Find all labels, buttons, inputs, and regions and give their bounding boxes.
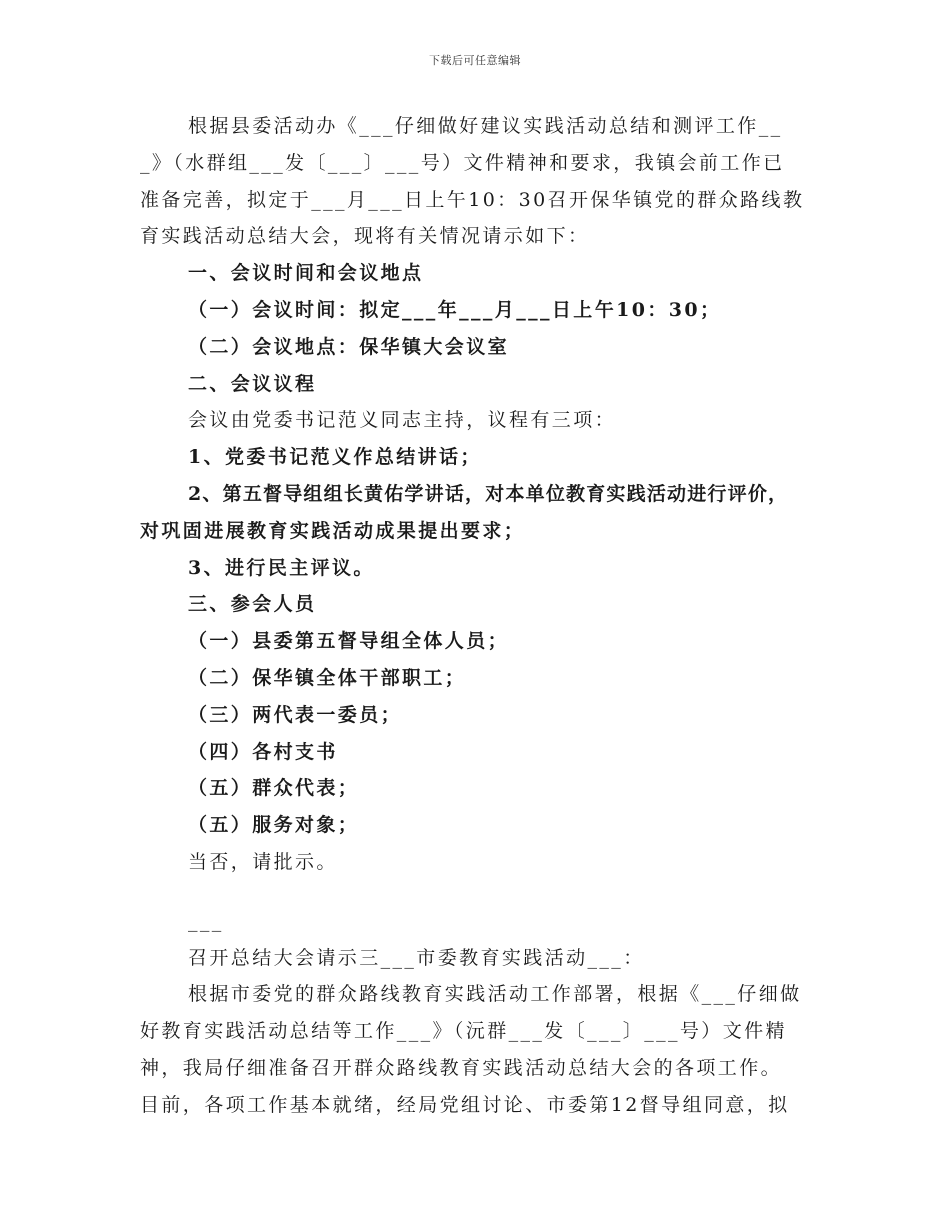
paragraph-line: 好教育实践活动总结等工作___》（沅群___发〔___〕___号）文件精 [140, 1020, 787, 1043]
section-heading-3: 三、参会人员 [188, 593, 317, 616]
attendee-item: （五）服务对象； [188, 814, 360, 837]
meeting-time-item: （一）会议时间：拟定___年___月___日上午10：30； [188, 298, 722, 321]
paragraph-line: 神，我局仔细准备召开群众路线教育实践活动总结大会的各项工作。 [140, 1056, 783, 1079]
document-body [140, 108, 820, 1124]
spacer [140, 881, 820, 903]
attendee-item: （三）两代表一委员； [188, 703, 403, 726]
paragraph-line: 准备完善，拟定于___月___日上午10：30召开保华镇党的群众路线教 [140, 188, 805, 211]
meeting-place-item: （二）会议地点：保华镇大会议室 [188, 335, 510, 358]
paragraph-line: 根据县委活动办《___仔细做好建议实践活动总结和测评工作__ [188, 115, 783, 137]
attendee-item: （二）保华镇全体干部职工； [188, 666, 467, 689]
agenda-intro: 会议由党委书记范义同志主持，议程有三项： [188, 409, 617, 432]
agenda-item-1: 1、党委书记范义作总结讲话； [188, 446, 482, 469]
agenda-item-2-line: 对巩固进展教育实践活动成果提出要求； [140, 519, 526, 542]
section-heading-1: 一、会议时间和会议地点 [188, 262, 424, 285]
agenda-item-2-line: 2、第五督导组组长黄佑学讲话，对本单位教育实践活动进行评价， [188, 482, 789, 505]
attendee-item: （四）各村支书 [188, 740, 338, 763]
paragraph-line: 育实践活动总结大会，现将有关情况请示如下： [140, 225, 590, 248]
closing-request: 当否，请批示。 [188, 850, 338, 873]
attendee-item: （五）群众代表； [188, 777, 360, 800]
section-separator: ___ [188, 909, 224, 932]
paragraph-line: 目前，各项工作基本就绪，经局党组讨论、市委第12督导组同意，拟 [140, 1093, 790, 1116]
section-heading-2: 二、会议议程 [188, 372, 317, 395]
page-header: 下载后可任意编辑 [429, 54, 521, 67]
agenda-item-3: 3、进行民主评议。 [188, 556, 375, 579]
attendee-item: （一）县委第五督导组全体人员； [188, 630, 510, 653]
paragraph-line: _》（水群组___发〔___〕___号）文件精神和要求，我镇会前工作已 [140, 151, 785, 174]
paragraph-line: 根据市委党的群众路线教育实践活动工作部署，根据《___仔细做 [188, 983, 802, 1006]
second-request-title: 召开总结大会请示三___市委教育实践活动___： [188, 946, 645, 969]
